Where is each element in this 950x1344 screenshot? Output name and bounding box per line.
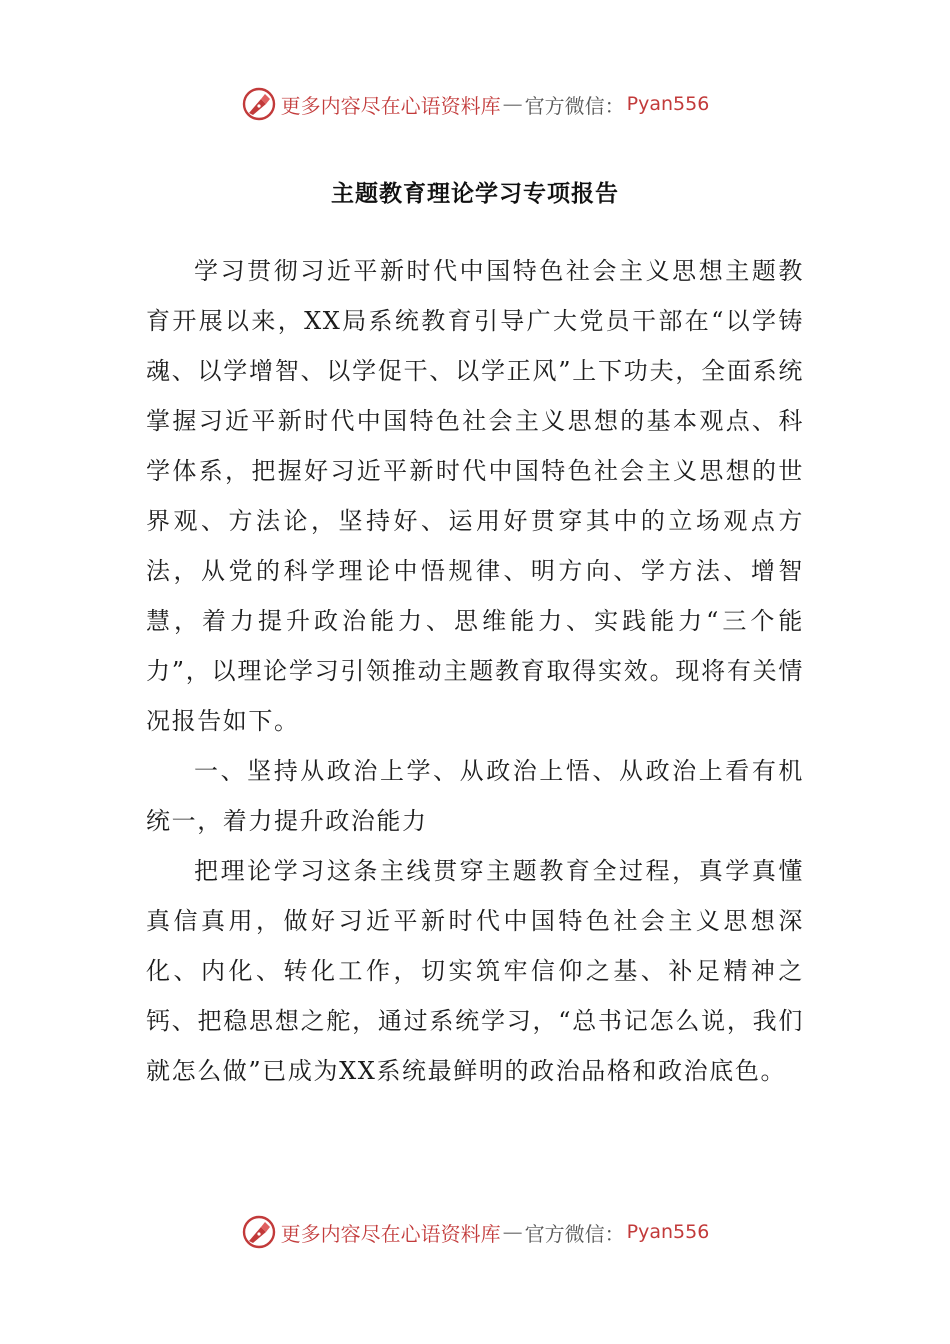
header-watermark-banner [0, 82, 950, 126]
banner-text: 更多内容尽在心语资料库 [280, 93, 501, 118]
pen-nib-logo-icon [241, 86, 277, 122]
banner-dash: — [502, 92, 523, 116]
paragraph-section-1: 把理论学习这条主线贯穿主题教育全过程，真学真懂真信真用，做好习近平新时代中国特色社会主义思想深化、内化、转化工作，切实筑牢信仰之基、补足精神之钙、把稳思想之舵，通过系统学习，“总书记怎么说，我们就怎么做”已成为XX系统最鲜明的政治品格和政治底色。 [146, 857, 804, 1085]
banner-wechat-label: 官方微信： [524, 93, 625, 118]
banner-dash: — [502, 1220, 523, 1244]
paragraph-intro: 学习贯彻习近平新时代中国特色社会主义思想主题教育开展以来，XX局系统教育引导广大党员干部在“以学铸魂、以学增智、以学促干、以学正风”上下功夫，全面系统掌握习近平新时代中国特色社会主义思想的基本观点、科学体系，把握好习近平新时代中国特色社会主义思想的世界观、方法论，坚持好、运用好贯穿其中的立场观点方法，从党的科学理论中悟规律、明方向、学方法、增智慧，着力提升政治能力、思维能力、实践能力“三个能力”，以理论学习引领推动主题教育取得实效。现将有关情况报告如下。 [146, 257, 804, 735]
banner-wechat-id: Pyan556 [626, 93, 710, 115]
section-heading-1: 一、坚持从政治上学、从政治上悟、从政治上看有机统一，着力提升政治能力 [146, 757, 804, 835]
footer-watermark-banner [0, 1210, 950, 1254]
banner-text: 更多内容尽在心语资料库 [280, 1221, 501, 1246]
pen-nib-logo-icon [241, 1214, 277, 1250]
document-body [146, 246, 804, 1096]
document-title: 主题教育理论学习专项报告 [331, 181, 619, 207]
banner-wechat-id: Pyan556 [626, 1221, 710, 1243]
banner-wechat-label: 官方微信： [524, 1221, 625, 1246]
